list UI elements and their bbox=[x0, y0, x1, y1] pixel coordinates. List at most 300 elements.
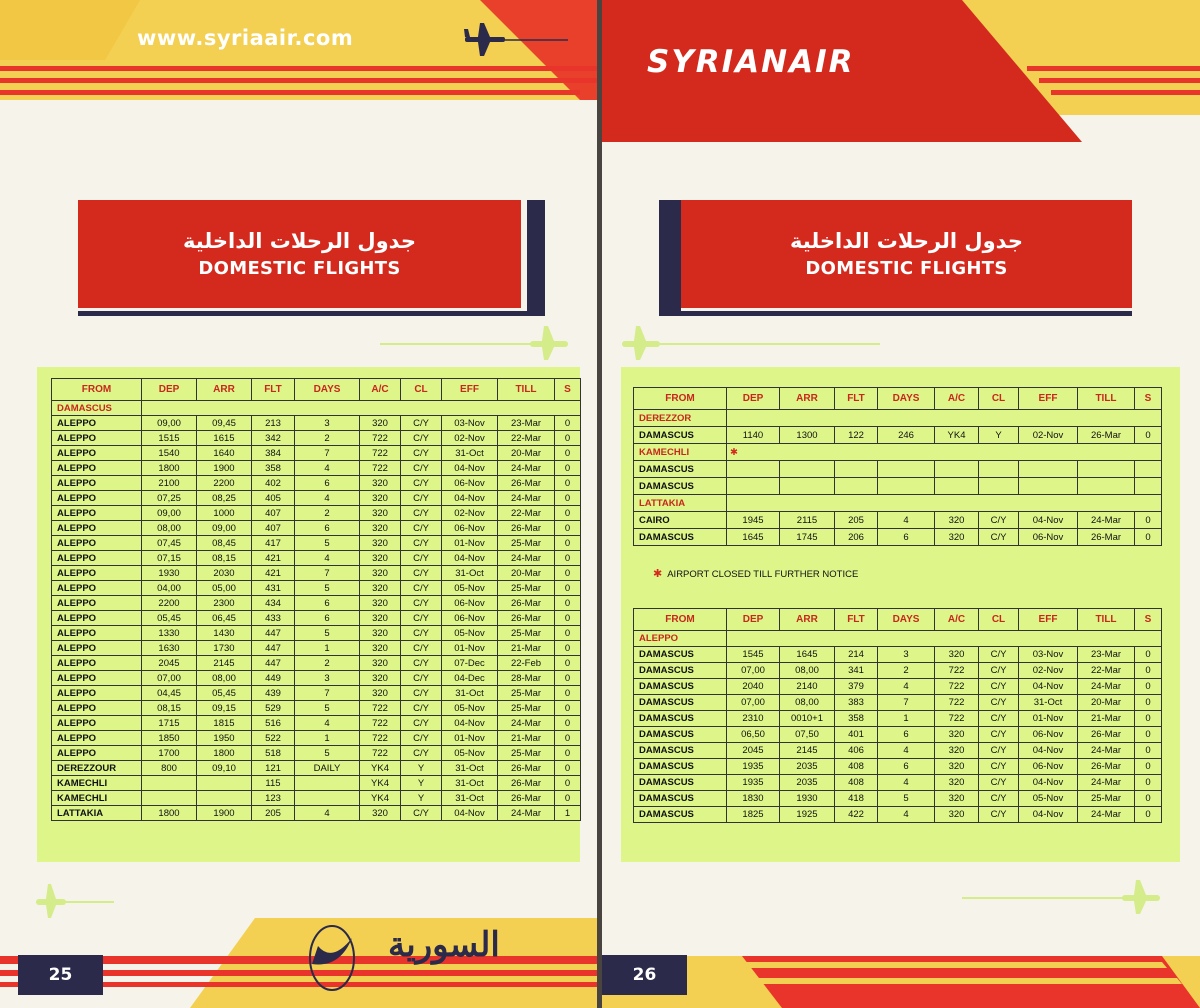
flight-cell: 23-Mar bbox=[1078, 647, 1135, 663]
flight-cell: 1815 bbox=[197, 716, 252, 731]
flight-cell: 418 bbox=[835, 791, 878, 807]
flight-cell: 24-Mar bbox=[1078, 775, 1135, 791]
flight-cell: 25-Mar bbox=[498, 626, 555, 641]
flight-cell: 01-Nov bbox=[1019, 711, 1078, 727]
flight-cell: 04-Nov bbox=[1019, 679, 1078, 695]
flight-cell: 2 bbox=[878, 663, 935, 679]
flight-cell: 320 bbox=[360, 506, 401, 521]
flight-cell: 05-Nov bbox=[442, 626, 498, 641]
flight-cell: 07,00 bbox=[727, 663, 780, 679]
flight-cell: 21-Mar bbox=[1078, 711, 1135, 727]
flight-cell: 0 bbox=[555, 476, 581, 491]
destination-city: DAMASCUS bbox=[634, 807, 727, 823]
column-header: EFF bbox=[442, 379, 498, 401]
flight-cell: 421 bbox=[252, 566, 295, 581]
flight-cell: C/Y bbox=[979, 679, 1019, 695]
flight-cell: 431 bbox=[252, 581, 295, 596]
flight-cell bbox=[979, 478, 1019, 495]
table-row bbox=[52, 536, 581, 551]
flight-cell: 342 bbox=[252, 431, 295, 446]
flight-cell: 213 bbox=[252, 416, 295, 431]
flight-cell: 2035 bbox=[780, 759, 835, 775]
flight-cell: 0 bbox=[555, 641, 581, 656]
flight-cell: 6 bbox=[295, 596, 360, 611]
flight-cell: 0 bbox=[1135, 529, 1162, 546]
flight-cell: C/Y bbox=[401, 641, 442, 656]
flight-cell: 31-Oct bbox=[1019, 695, 1078, 711]
brand-arabic-logo: السورية bbox=[388, 925, 500, 965]
flight-cell: 0 bbox=[1135, 743, 1162, 759]
flight-cell: 2310 bbox=[727, 711, 780, 727]
table-row bbox=[52, 806, 581, 821]
flight-cell bbox=[727, 461, 780, 478]
flight-cell: 320 bbox=[360, 596, 401, 611]
header-stripe bbox=[0, 78, 597, 83]
flight-cell: 21-Mar bbox=[498, 641, 555, 656]
destination-city: DAMASCUS bbox=[634, 647, 727, 663]
banner-arabic-title: جدول الرحلات الداخلية bbox=[183, 229, 416, 253]
column-header: ARR bbox=[197, 379, 252, 401]
flight-cell: 08,15 bbox=[197, 551, 252, 566]
flight-cell: 6 bbox=[878, 529, 935, 546]
flight-cell: 04-Nov bbox=[442, 716, 498, 731]
flight-cell: 4 bbox=[295, 716, 360, 731]
flight-cell: 07,50 bbox=[780, 727, 835, 743]
flight-cell: 24-Mar bbox=[1078, 512, 1135, 529]
flight-cell: 0 bbox=[1135, 807, 1162, 823]
flight-cell: 1800 bbox=[197, 746, 252, 761]
flight-cell: 5 bbox=[295, 701, 360, 716]
flight-cell: 02-Nov bbox=[1019, 427, 1078, 444]
flight-cell: 2145 bbox=[197, 656, 252, 671]
flight-cell: 1930 bbox=[142, 566, 197, 581]
column-header: DAYS bbox=[878, 388, 935, 410]
flight-cell: C/Y bbox=[401, 581, 442, 596]
banner-accent bbox=[659, 200, 681, 316]
flight-cell: 320 bbox=[935, 727, 979, 743]
table-row bbox=[634, 512, 1162, 529]
flight-cell: 31-Oct bbox=[442, 446, 498, 461]
flight-cell: 04-Nov bbox=[1019, 743, 1078, 759]
banner-accent bbox=[527, 200, 545, 316]
table-row bbox=[52, 746, 581, 761]
flight-cell: 0 bbox=[555, 671, 581, 686]
column-header: DEP bbox=[727, 388, 780, 410]
destination-city: DAMASCUS bbox=[634, 727, 727, 743]
flight-cell: C/Y bbox=[979, 807, 1019, 823]
flight-cell: 26-Mar bbox=[1078, 529, 1135, 546]
flight-cell: C/Y bbox=[979, 727, 1019, 743]
flight-cell: 02-Nov bbox=[442, 431, 498, 446]
flight-cell: 320 bbox=[360, 476, 401, 491]
destination-city: DAMASCUS bbox=[634, 743, 727, 759]
flight-cell: 358 bbox=[252, 461, 295, 476]
flight-cell: 433 bbox=[252, 611, 295, 626]
flight-cell: 722 bbox=[360, 446, 401, 461]
banner-title: DOMESTIC FLIGHTS bbox=[198, 258, 401, 279]
flight-cell: YK4 bbox=[360, 761, 401, 776]
flight-cell bbox=[295, 791, 360, 806]
table-row bbox=[52, 431, 581, 446]
table-row bbox=[634, 679, 1162, 695]
flight-cell bbox=[878, 478, 935, 495]
flight-cell: C/Y bbox=[401, 746, 442, 761]
flight-cell: 02-Nov bbox=[442, 506, 498, 521]
flight-cell: 02-Nov bbox=[1019, 663, 1078, 679]
column-header: DAYS bbox=[295, 379, 360, 401]
flight-cell bbox=[727, 478, 780, 495]
destination-city: ALEPPO bbox=[52, 431, 142, 446]
flight-cell: 03-Nov bbox=[1019, 647, 1078, 663]
flight-cell: 1800 bbox=[142, 461, 197, 476]
flight-cell: 05,45 bbox=[142, 611, 197, 626]
flight-cell: 25-Mar bbox=[498, 581, 555, 596]
flight-cell: 1000 bbox=[197, 506, 252, 521]
flight-cell: 20-Mar bbox=[498, 566, 555, 581]
flight-cell: 09,45 bbox=[197, 416, 252, 431]
destination-city: DAMASCUS bbox=[634, 711, 727, 727]
closed-marker-icon: ✱ bbox=[730, 446, 738, 458]
flight-cell: 205 bbox=[835, 512, 878, 529]
flight-cell: 449 bbox=[252, 671, 295, 686]
flight-cell: C/Y bbox=[401, 551, 442, 566]
flight-cell: 205 bbox=[252, 806, 295, 821]
flight-cell: 320 bbox=[360, 611, 401, 626]
flight-cell: C/Y bbox=[979, 695, 1019, 711]
column-header: ARR bbox=[780, 609, 835, 631]
destination-city: ALEPPO bbox=[52, 536, 142, 551]
flight-cell: C/Y bbox=[979, 775, 1019, 791]
flight-cell: 1 bbox=[295, 641, 360, 656]
flight-cell: 405 bbox=[252, 491, 295, 506]
flight-cell: 320 bbox=[935, 775, 979, 791]
flight-cell: 6 bbox=[878, 759, 935, 775]
flight-cell: 0 bbox=[1135, 711, 1162, 727]
flight-cell: 123 bbox=[252, 791, 295, 806]
header-row bbox=[634, 388, 1162, 410]
flight-cell bbox=[1078, 478, 1135, 495]
destination-city: CAIRO bbox=[634, 512, 727, 529]
flight-cell: 1 bbox=[295, 731, 360, 746]
flight-cell: 01-Nov bbox=[442, 731, 498, 746]
flight-cell: 320 bbox=[935, 759, 979, 775]
flight-cell: 421 bbox=[252, 551, 295, 566]
flight-cell: 722 bbox=[935, 695, 979, 711]
origin-spacer bbox=[727, 410, 1162, 427]
table-row bbox=[52, 731, 581, 746]
flight-cell: 408 bbox=[835, 759, 878, 775]
column-header: CL bbox=[401, 379, 442, 401]
flight-cell: 0 bbox=[1135, 663, 1162, 679]
destination-city: ALEPPO bbox=[52, 686, 142, 701]
flight-cell: Y bbox=[401, 791, 442, 806]
flight-cell: 2300 bbox=[197, 596, 252, 611]
flight-cell: 0 bbox=[555, 686, 581, 701]
flight-cell: 320 bbox=[360, 686, 401, 701]
flight-cell: C/Y bbox=[401, 536, 442, 551]
left-page bbox=[0, 0, 597, 1008]
flight-cell: 09,15 bbox=[197, 701, 252, 716]
flight-cell: 08,00 bbox=[142, 521, 197, 536]
flight-cell: 07,15 bbox=[142, 551, 197, 566]
flight-cell: 0010+1 bbox=[780, 711, 835, 727]
flight-cell: 22-Mar bbox=[498, 431, 555, 446]
header-stripe bbox=[1039, 78, 1200, 83]
origin-spacer bbox=[727, 631, 1162, 647]
flight-cell: 408 bbox=[835, 775, 878, 791]
flight-cell: 08,45 bbox=[197, 536, 252, 551]
flight-cell: 320 bbox=[935, 791, 979, 807]
regional-schedule-table bbox=[633, 387, 1162, 546]
flight-cell: 08,00 bbox=[197, 671, 252, 686]
flight-cell: 04-Nov bbox=[442, 806, 498, 821]
origin-spacer bbox=[727, 444, 1162, 461]
column-header: CL bbox=[979, 609, 1019, 631]
flight-cell: YK4 bbox=[935, 427, 979, 444]
flight-cell: 5 bbox=[295, 536, 360, 551]
flight-cell: 22-Feb bbox=[498, 656, 555, 671]
flight-cell: 25-Mar bbox=[498, 686, 555, 701]
flight-cell: 5 bbox=[295, 746, 360, 761]
flight-cell: 06,50 bbox=[727, 727, 780, 743]
flight-cell bbox=[979, 461, 1019, 478]
flight-cell: 07,45 bbox=[142, 536, 197, 551]
flight-cell: 1830 bbox=[727, 791, 780, 807]
flight-cell: YK4 bbox=[360, 776, 401, 791]
table-row bbox=[52, 596, 581, 611]
flight-cell: 07,25 bbox=[142, 491, 197, 506]
destination-city: DAMASCUS bbox=[634, 427, 727, 444]
flight-cell: C/Y bbox=[979, 512, 1019, 529]
flight-cell: C/Y bbox=[401, 506, 442, 521]
flight-cell: 320 bbox=[360, 581, 401, 596]
flight-cell: 22-Mar bbox=[1078, 663, 1135, 679]
flight-cell: 214 bbox=[835, 647, 878, 663]
flight-cell: 6 bbox=[295, 521, 360, 536]
table-row bbox=[634, 695, 1162, 711]
flight-cell: 0 bbox=[555, 461, 581, 476]
flight-cell: 383 bbox=[835, 695, 878, 711]
flight-cell: 05-Nov bbox=[442, 581, 498, 596]
column-header: FLT bbox=[835, 388, 878, 410]
flight-cell: 0 bbox=[555, 716, 581, 731]
flight-cell: 0 bbox=[555, 656, 581, 671]
flight-cell: 24-Mar bbox=[498, 491, 555, 506]
origin-city: DAMASCUS bbox=[52, 401, 142, 416]
column-header: TILL bbox=[498, 379, 555, 401]
origin-row bbox=[52, 401, 581, 416]
flight-cell bbox=[142, 791, 197, 806]
table-row bbox=[52, 776, 581, 791]
column-header: A/C bbox=[935, 388, 979, 410]
flight-cell: 0 bbox=[555, 761, 581, 776]
flight-cell: 24-Mar bbox=[1078, 807, 1135, 823]
flight-cell: 320 bbox=[935, 512, 979, 529]
origin-row bbox=[634, 495, 1162, 512]
flight-cell: 0 bbox=[1135, 695, 1162, 711]
flight-cell: 04-Nov bbox=[1019, 775, 1078, 791]
header-stripe bbox=[1027, 66, 1200, 71]
flight-cell: 31-Oct bbox=[442, 761, 498, 776]
flight-cell bbox=[1078, 461, 1135, 478]
flight-cell: 439 bbox=[252, 686, 295, 701]
flight-cell: 0 bbox=[1135, 775, 1162, 791]
flight-cell: 01-Nov bbox=[442, 641, 498, 656]
column-header: FROM bbox=[634, 609, 727, 631]
destination-city: KAMECHLI bbox=[52, 791, 142, 806]
table-row bbox=[52, 416, 581, 431]
flight-cell: 24-Mar bbox=[498, 716, 555, 731]
flight-cell: 722 bbox=[360, 716, 401, 731]
website-url[interactable]: www.syriaair.com bbox=[137, 26, 354, 50]
table-row bbox=[52, 461, 581, 476]
flight-cell: YK4 bbox=[360, 791, 401, 806]
flight-cell: C/Y bbox=[979, 663, 1019, 679]
destination-city: ALEPPO bbox=[52, 461, 142, 476]
destination-city: ALEPPO bbox=[52, 491, 142, 506]
table-row bbox=[52, 761, 581, 776]
flight-cell: 0 bbox=[555, 626, 581, 641]
flight-cell: 320 bbox=[360, 806, 401, 821]
header-stripe bbox=[0, 90, 580, 95]
flight-cell: 0 bbox=[555, 551, 581, 566]
table-row bbox=[634, 663, 1162, 679]
flight-cell: 722 bbox=[360, 731, 401, 746]
flight-cell: 0 bbox=[1135, 512, 1162, 529]
flight-cell: C/Y bbox=[401, 461, 442, 476]
flight-cell: 1745 bbox=[780, 529, 835, 546]
flight-cell: Y bbox=[401, 761, 442, 776]
right-page bbox=[602, 0, 1200, 1008]
flight-cell: 26-Mar bbox=[1078, 427, 1135, 444]
flight-cell: 0 bbox=[555, 521, 581, 536]
table-row bbox=[52, 641, 581, 656]
syrianair-logo: SYRIANAIR bbox=[647, 44, 855, 80]
flight-cell: 06-Nov bbox=[1019, 759, 1078, 775]
flight-cell: 1900 bbox=[197, 806, 252, 821]
flight-cell: 1615 bbox=[197, 431, 252, 446]
flight-cell: 529 bbox=[252, 701, 295, 716]
flight-cell: 6 bbox=[878, 727, 935, 743]
airplane-icon bbox=[380, 322, 580, 362]
flight-cell: C/Y bbox=[401, 596, 442, 611]
flight-cell: 358 bbox=[835, 711, 878, 727]
table-row bbox=[634, 727, 1162, 743]
flight-cell: 04,00 bbox=[142, 581, 197, 596]
destination-city: ALEPPO bbox=[52, 731, 142, 746]
flight-cell: 31-Oct bbox=[442, 791, 498, 806]
flight-cell: 2100 bbox=[142, 476, 197, 491]
flight-cell: 0 bbox=[555, 791, 581, 806]
flight-cell bbox=[1135, 461, 1162, 478]
flight-cell: C/Y bbox=[401, 716, 442, 731]
destination-city: DAMASCUS bbox=[634, 478, 727, 495]
column-header: FROM bbox=[634, 388, 727, 410]
destination-city: DAMASCUS bbox=[634, 663, 727, 679]
airplane-icon bbox=[460, 20, 570, 60]
flight-cell: 1935 bbox=[727, 759, 780, 775]
destination-city: ALEPPO bbox=[52, 416, 142, 431]
flight-cell: 07,00 bbox=[727, 695, 780, 711]
flight-cell: 2200 bbox=[197, 476, 252, 491]
destination-city: ALEPPO bbox=[52, 746, 142, 761]
flight-cell: C/Y bbox=[401, 416, 442, 431]
table-row bbox=[634, 647, 1162, 663]
origin-city: LATTAKIA bbox=[634, 495, 727, 512]
table-row bbox=[52, 506, 581, 521]
flight-cell: 1300 bbox=[780, 427, 835, 444]
flight-cell: 320 bbox=[360, 551, 401, 566]
flight-cell: 1430 bbox=[197, 626, 252, 641]
flight-cell: 09,10 bbox=[197, 761, 252, 776]
flight-cell: 1730 bbox=[197, 641, 252, 656]
flight-cell: 1140 bbox=[727, 427, 780, 444]
flight-cell bbox=[1019, 478, 1078, 495]
flight-cell: 722 bbox=[935, 679, 979, 695]
flight-cell: 447 bbox=[252, 626, 295, 641]
flight-cell: 08,15 bbox=[142, 701, 197, 716]
flight-cell: 06-Nov bbox=[442, 521, 498, 536]
flight-cell: 0 bbox=[555, 596, 581, 611]
flight-cell: 0 bbox=[555, 566, 581, 581]
flight-cell: 1945 bbox=[727, 512, 780, 529]
flight-cell: 7 bbox=[295, 686, 360, 701]
origin-city: DEREZZOR bbox=[634, 410, 727, 427]
flight-cell: 26-Mar bbox=[498, 521, 555, 536]
destination-city: DEREZZOUR bbox=[52, 761, 142, 776]
banner-accent bbox=[78, 311, 545, 316]
destination-city: ALEPPO bbox=[52, 506, 142, 521]
flight-cell: 0 bbox=[555, 491, 581, 506]
flight-cell: 0 bbox=[555, 446, 581, 461]
column-header: DEP bbox=[142, 379, 197, 401]
flight-cell: 4 bbox=[878, 679, 935, 695]
flight-cell: 25-Mar bbox=[498, 701, 555, 716]
flight-cell: 03-Nov bbox=[442, 416, 498, 431]
flight-cell: 722 bbox=[935, 663, 979, 679]
flight-cell bbox=[295, 776, 360, 791]
flight-cell: 08,00 bbox=[780, 695, 835, 711]
table-row bbox=[634, 529, 1162, 546]
column-header: TILL bbox=[1078, 609, 1135, 631]
destination-city: ALEPPO bbox=[52, 701, 142, 716]
flight-cell: 1 bbox=[878, 711, 935, 727]
header-stripe bbox=[1051, 90, 1200, 95]
column-header: ARR bbox=[780, 388, 835, 410]
flight-cell: 1515 bbox=[142, 431, 197, 446]
flight-cell: 1330 bbox=[142, 626, 197, 641]
flight-cell: 7 bbox=[295, 446, 360, 461]
flight-cell: 1645 bbox=[780, 647, 835, 663]
flight-cell: 1925 bbox=[780, 807, 835, 823]
flight-cell: 2 bbox=[295, 656, 360, 671]
flight-cell: 25-Mar bbox=[498, 536, 555, 551]
origin-spacer bbox=[142, 401, 581, 416]
flight-cell: 722 bbox=[935, 711, 979, 727]
flight-cell: 246 bbox=[878, 427, 935, 444]
flight-cell bbox=[197, 791, 252, 806]
flight-cell: 1825 bbox=[727, 807, 780, 823]
origin-spacer bbox=[727, 495, 1162, 512]
flight-cell: 800 bbox=[142, 761, 197, 776]
flight-cell: DAILY bbox=[295, 761, 360, 776]
flight-cell: 0 bbox=[555, 581, 581, 596]
flight-cell: 341 bbox=[835, 663, 878, 679]
flight-cell bbox=[878, 461, 935, 478]
column-header: EFF bbox=[1019, 609, 1078, 631]
flight-cell bbox=[780, 478, 835, 495]
flight-cell: C/Y bbox=[401, 671, 442, 686]
